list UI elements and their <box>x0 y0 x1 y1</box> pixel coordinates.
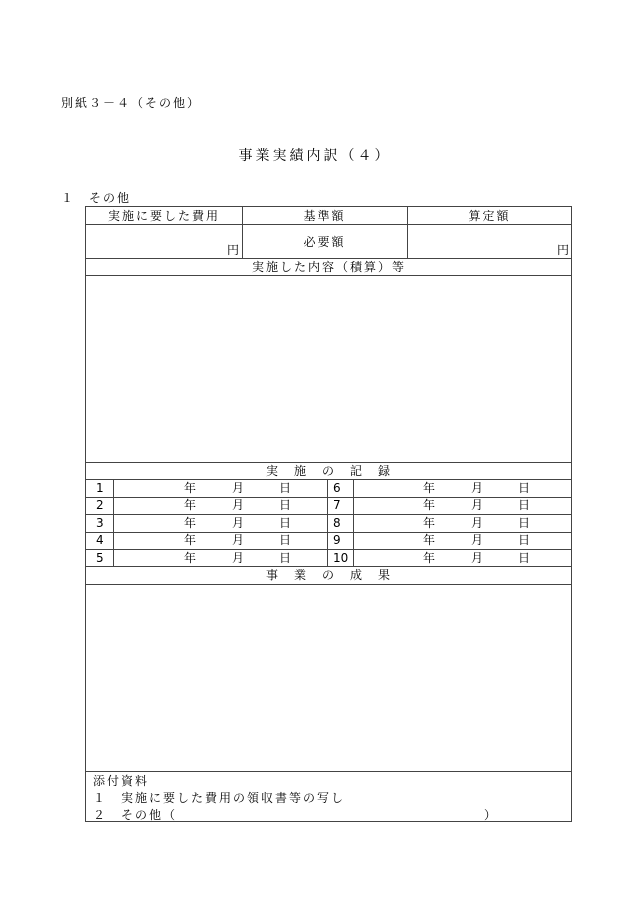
record-day-label: 日 <box>518 498 531 512</box>
calculated-yen-unit: 円 <box>557 243 572 257</box>
record-year-label: 年 <box>423 498 436 512</box>
record-month-label: 月 <box>471 551 484 565</box>
record-month-label: 月 <box>232 481 245 495</box>
record-year-label: 年 <box>423 533 436 547</box>
content-area <box>86 276 571 462</box>
record-month-label: 月 <box>232 498 245 512</box>
record-number: 10 <box>333 551 349 565</box>
record-number: 4 <box>96 533 104 547</box>
record-day-label: 日 <box>518 516 531 530</box>
record-day-label: 日 <box>518 551 531 565</box>
divider <box>86 549 571 550</box>
cost-yen-unit: 円 <box>227 243 242 257</box>
record-month-label: 月 <box>471 516 484 530</box>
report-form <box>85 206 572 822</box>
record-year-label: 年 <box>184 551 197 565</box>
cost-column-header: 実施に要した費用 <box>107 209 220 223</box>
record-day-label: 日 <box>279 481 292 495</box>
record-year-label: 年 <box>184 516 197 530</box>
record-section-header: 実 施 の 記 録 <box>265 464 392 478</box>
divider <box>353 479 354 566</box>
record-day-label: 日 <box>279 533 292 547</box>
record-number: 3 <box>96 516 104 530</box>
divider <box>113 479 114 566</box>
divider <box>86 224 571 225</box>
divider <box>86 497 571 498</box>
record-number: 9 <box>333 533 341 547</box>
divider <box>86 479 571 480</box>
divider <box>327 479 328 566</box>
attachments-heading: 添付資料 <box>93 774 150 788</box>
record-year-label: 年 <box>423 516 436 530</box>
record-day-label: 日 <box>279 516 292 530</box>
record-year-label: 年 <box>184 481 197 495</box>
record-month-label: 月 <box>471 498 484 512</box>
divider <box>86 771 571 772</box>
results-section-header: 事 業 の 成 果 <box>265 568 392 582</box>
page-title: 事業実績内訳（４） <box>238 148 392 164</box>
standard-column-header: 基準額 <box>303 209 346 223</box>
record-day-label: 日 <box>279 498 292 512</box>
record-day-label: 日 <box>518 481 531 495</box>
divider <box>86 532 571 533</box>
record-month-label: 月 <box>471 533 484 547</box>
record-number: 2 <box>96 498 104 512</box>
record-number: 1 <box>96 481 104 495</box>
attachment-label: 別紙３－４（その他） <box>61 96 202 110</box>
divider <box>86 514 571 515</box>
record-year-label: 年 <box>423 481 436 495</box>
record-year-label: 年 <box>184 498 197 512</box>
content-section-header: 実施した内容（積算）等 <box>251 260 406 274</box>
record-month-label: 月 <box>232 551 245 565</box>
attachment-item-1: １ 実施に要した費用の領収書等の写し <box>93 791 346 805</box>
attachment-item-2-close: ） <box>484 808 499 822</box>
record-number: 8 <box>333 516 341 530</box>
record-month-label: 月 <box>232 533 245 547</box>
record-number: 6 <box>333 481 341 495</box>
record-day-label: 日 <box>279 551 292 565</box>
record-day-label: 日 <box>518 533 531 547</box>
attachment-item-2: ２ その他（ <box>93 808 178 822</box>
section-heading: １ その他 <box>61 191 132 205</box>
results-area <box>86 585 571 771</box>
record-number: 7 <box>333 498 341 512</box>
record-number: 5 <box>96 551 104 565</box>
calculated-column-header: 算定額 <box>468 209 511 223</box>
record-year-label: 年 <box>423 551 436 565</box>
record-month-label: 月 <box>471 481 484 495</box>
record-month-label: 月 <box>232 516 245 530</box>
required-amount-label: 必要額 <box>303 235 346 249</box>
record-year-label: 年 <box>184 533 197 547</box>
